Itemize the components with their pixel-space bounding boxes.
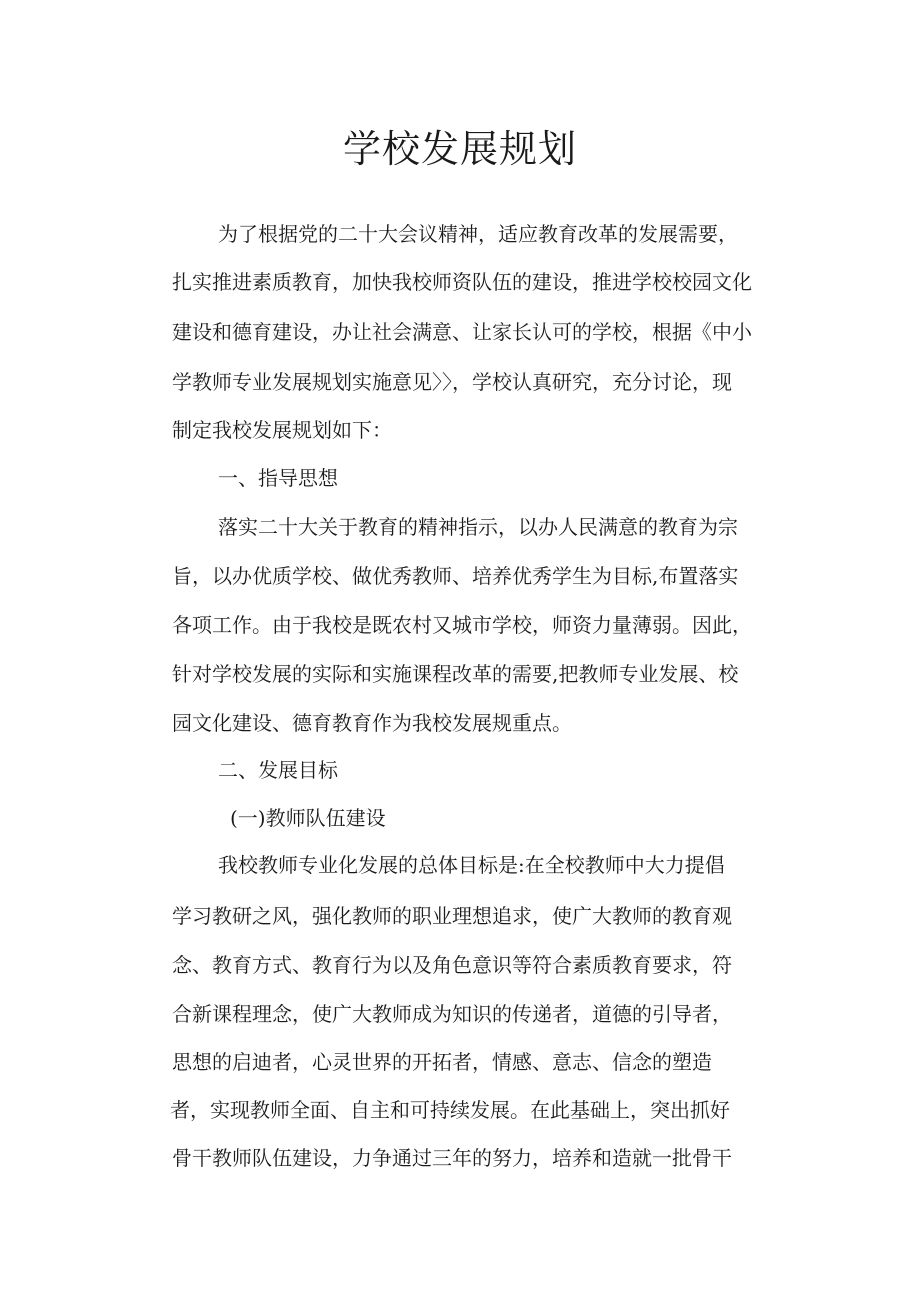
paragraph-line: 针对学校发展的实际和实施课程改革的需要,把教师专业发展、校	[172, 662, 739, 686]
subsection-heading: (一)教师队伍建设	[230, 806, 386, 830]
paragraph-line: 念、教育方式、教育行为以及角色意识等符合素质教育要求，符	[172, 953, 732, 977]
paragraph-line: 者，实现教师全面、自主和可持续发展。在此基础上，突出抓好	[170, 1098, 730, 1122]
paragraph-line: 学教师专业发展规划实施意见〉〉，学校认真研究，充分讨论，现	[172, 370, 732, 394]
paragraph-line: 旨，以办优质学校、做优秀教师、培养优秀学生为目标,布置落实	[172, 564, 739, 588]
paragraph-line: 思想的启迪者，心灵世界的开拓者，情感、意志、信念的塑造	[172, 1050, 712, 1074]
paragraph-line: 合新课程理念，使广大教师成为知识的传递者，道德的引导者，	[172, 1002, 732, 1026]
paragraph-line: 园文化建设、德育教育作为我校发展规重点。	[172, 711, 572, 735]
paragraph-line: 落实二十大关于教育的精神指示，以办人民满意的教育为宗	[218, 515, 738, 539]
paragraph-line: 各项工作。由于我校是既农村又城市学校，师资力量薄弱。因此，	[172, 613, 752, 637]
paragraph-line: 我校教师专业化发展的总体目标是:在全校教师中大力提倡	[218, 853, 725, 877]
paragraph-line: 制定我校发展规划如下：	[172, 418, 392, 442]
section-heading: 二、发展目标	[218, 758, 338, 782]
page-title: 学校发展规划	[342, 127, 577, 171]
paragraph-line: 扎实推进素质教育，加快我校师资队伍的建设，推进学校校园文化	[172, 270, 752, 294]
section-heading: 一、指导思想	[218, 466, 338, 490]
paragraph-line: 为了根据党的二十大会议精神，适应教育改革的发展需要，	[218, 222, 738, 246]
paragraph-line: 学习教研之风，强化教师的职业理想追求，使广大教师的教育观	[172, 904, 732, 928]
paragraph-line: 建设和德育建设，办让社会满意、让家长认可的学校，根据《中小	[172, 320, 752, 344]
paragraph-line: 骨干教师队伍建设，力争通过三年的努力，培养和造就一批骨干	[172, 1146, 732, 1170]
